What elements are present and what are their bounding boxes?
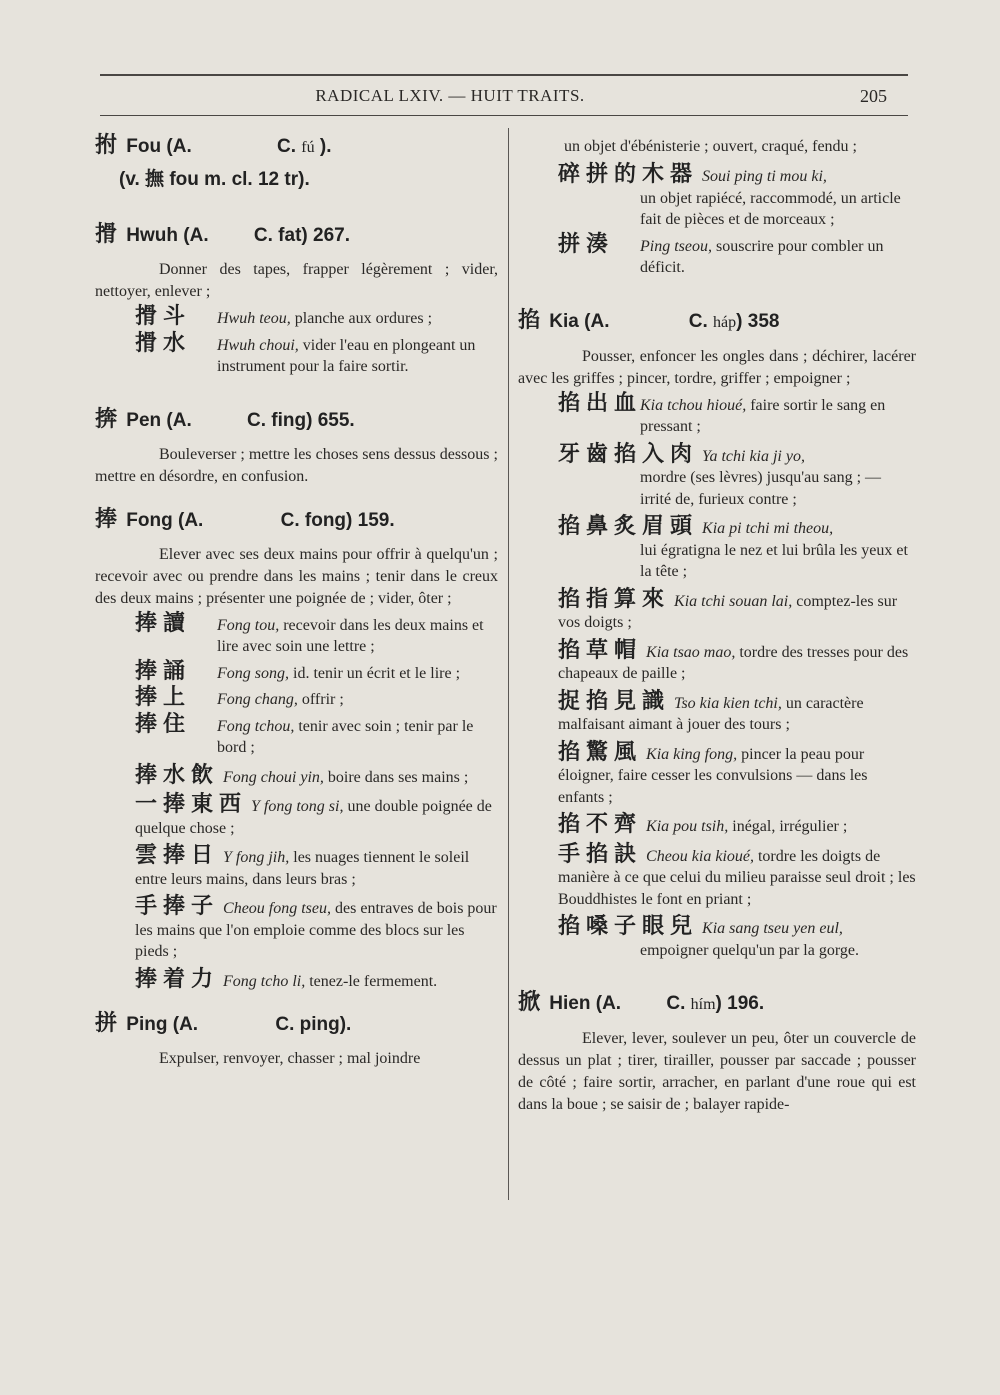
entry-fong [95, 506, 498, 993]
entry-ping-continued [518, 136, 916, 279]
example-gloss: les nuages tiennent le soleil entre leurs mains, dans leurs bras ; [135, 849, 470, 888]
example-chinese: 雲捧日 [135, 842, 220, 867]
headword-char: 捧 [95, 505, 118, 531]
example-chinese: 捧着力 [135, 965, 220, 991]
cantonese-reading: C. fong) 159. [280, 509, 395, 531]
example-chinese: 手掐訣 [558, 840, 643, 866]
page-number: 205 [860, 86, 887, 106]
headword-char: 拼 [95, 1010, 118, 1035]
headword-char: 搰 [95, 221, 118, 246]
example-romanization: Y fong jih, [223, 849, 290, 866]
example-chinese: 掐不齊 [558, 811, 643, 836]
example [95, 684, 498, 711]
headword: Kia (A. [549, 310, 610, 332]
example-romanization: Hwuh teou, [217, 310, 291, 327]
example-gloss: tordre les doigts de manière à ce que celui du milieu paraisse seul droit ; les Bouddhistes le font en priant ; [558, 847, 916, 908]
example-romanization: Kia tsao mao, [646, 643, 736, 661]
example [518, 389, 916, 438]
cantonese-label: C. [277, 136, 297, 157]
definition-continued: un objet d'ébénisterie ; ouvert, craqué, fendu ; [564, 138, 857, 155]
example [518, 585, 916, 634]
example-gloss: tenir avec soin ; tenir par le bord ; [217, 717, 474, 756]
example-chinese: 捧上 [135, 684, 192, 709]
example [95, 657, 498, 685]
definition: Expulser, renvoyer, chasser ; mal joindre [159, 1050, 421, 1067]
example-gloss: tenez-le fermement. [305, 972, 438, 990]
example-romanization: Fong choui yin, [223, 768, 324, 786]
example [518, 515, 916, 583]
example [518, 687, 916, 736]
example-romanization: Kia tchou hioué, [640, 396, 747, 414]
example-chinese: 掐指算來 [558, 585, 671, 611]
headword-char: 掐 [518, 306, 541, 332]
cantonese-sound: fú [301, 139, 315, 156]
headword: Ping (A. [126, 1014, 199, 1035]
example [95, 609, 498, 658]
example [518, 915, 916, 961]
cantonese-reading: C. fing) 655. [247, 409, 355, 431]
cantonese-sound: háp [713, 313, 737, 331]
column-divider [508, 128, 509, 1200]
example [95, 303, 498, 330]
example [95, 965, 498, 993]
example-romanization: Kia pi tchi mi theou, [702, 520, 834, 537]
example-chinese: 手捧子 [135, 893, 220, 918]
entry-heading [95, 221, 498, 249]
entry-ping [95, 1010, 498, 1070]
example-chinese: 捧誦 [135, 657, 192, 683]
example-gloss: une double poignée de quelque chose ; [135, 798, 492, 837]
example-gloss: des entraves de bois pour les mains que l'on emploie comme des blocs sur les pieds ; [135, 900, 497, 960]
headword-char: 拊 [95, 132, 118, 157]
headword: Pen (A. [126, 409, 192, 431]
example-gloss: un objet rapiécé, raccommodé, un article fait de pièces et de morceaux ; [640, 189, 901, 228]
example-gloss: lui égratigna le nez et lui brûla les yeux et la tête ; [640, 541, 908, 580]
example-gloss: offrir ; [297, 691, 344, 708]
entry-number: ). [319, 136, 332, 157]
example-chinese: 搰水 [135, 329, 192, 355]
example-chinese: 掐出血 [558, 389, 643, 415]
example [518, 840, 916, 911]
entry-hien [518, 989, 916, 1116]
definition: Donner des tapes, frapper légèrement ; vider, nettoyer, enlever ; [95, 261, 498, 300]
definition: Bouleverser ; mettre les choses sens dessus dessous ; mettre en désordre, en confusion. [95, 445, 498, 485]
example [95, 895, 498, 963]
definition: Pousser, enfoncer les ongles dans ; déchirer, lacérer avec les griffes ; pincer, tordre, griffer ; empoigner ; [518, 347, 916, 387]
example-chinese: 掐驚風 [558, 738, 643, 764]
cantonese-sound: hím [690, 996, 716, 1013]
example-chinese: 掐草帽 [558, 636, 643, 662]
example-chinese: 碎拼的木器 [558, 161, 699, 186]
example-gloss: empoigner quelqu'un par la gorge. [640, 941, 859, 959]
cantonese-reading: C. fat) 267. [253, 225, 350, 246]
example-chinese: 捉掐見識 [558, 687, 671, 713]
example-gloss: id. tenir un écrit et le lire ; [289, 664, 461, 682]
example-romanization: Fong tou, [217, 616, 280, 634]
cross-reference: (v. 撫 fou m. cl. 12 tr). [119, 169, 310, 190]
entry-pen [95, 406, 498, 488]
example-gloss: faire sortir le sang en pressant ; [640, 396, 886, 435]
headword: Fong (A. [126, 509, 204, 531]
left-column [95, 132, 498, 1070]
example-gloss: planche aux ordures ; [290, 310, 433, 327]
example-romanization: Kia sang tseu yen eul, [702, 920, 843, 937]
example [95, 793, 498, 839]
entry-heading [95, 406, 498, 434]
headword: Hwuh (A. [126, 225, 209, 246]
entry-heading [518, 307, 916, 336]
example-romanization: Cheou kia kioué, [646, 847, 754, 865]
headword: Fou (A. [126, 136, 192, 157]
header-rule-bottom [100, 115, 908, 116]
example-romanization: Tso kia kien tchi, [674, 694, 782, 712]
example-gloss: mordre (ses lèvres) jusqu'au sang ; — irrité de, furieux contre ; [640, 469, 882, 508]
example-chinese: 掐嗓子眼兒 [558, 913, 699, 938]
example-gloss: recevoir dans les deux mains et lire avec soin une lettre ; [217, 616, 484, 655]
cantonese-reading: C. ping). [275, 1014, 352, 1035]
example-romanization: Kia pou tsih, [646, 818, 729, 835]
example [518, 230, 916, 279]
example [518, 636, 916, 685]
entry-heading [95, 506, 498, 534]
example-gloss: pincer la peau pour éloigner, faire cesser les convulsions — dans les enfants ; [558, 745, 868, 806]
example [95, 329, 498, 378]
entry-fou [95, 132, 498, 193]
example-romanization: Kia king fong, [646, 745, 738, 763]
definition: Elever, lever, soulever un peu, ôter un couvercle de dessus un plat ; tirer, tirailler, pousser par saccade ; pousser de côté ; faire sortir, arracher, en parlant d'une roue qui est dans la boue ; se saisir de ; balayer rapide- [518, 1030, 916, 1113]
entry-number: ) 196. [715, 993, 765, 1014]
example-romanization: Kia tchi souan lai, [674, 592, 793, 610]
cantonese-label: C. [666, 993, 686, 1014]
example [95, 761, 498, 789]
example-romanization: Y fong tong si, [251, 798, 344, 815]
definition: Elever avec ses deux mains pour offrir à quelqu'un ; recevoir avec ou prendre dans les mains ; tenir dans le creux des deux mains ; présenter une poignée de ; vider, ôter ; [95, 545, 498, 607]
header-rule-top [100, 74, 908, 76]
example-gloss: souscrire pour combler un déficit. [640, 237, 884, 276]
example-romanization: Fong tcho li, [223, 972, 306, 990]
example [95, 844, 498, 890]
example-gloss: boire dans ses mains ; [323, 768, 469, 786]
example-romanization: Soui ping ti mou ki, [702, 168, 827, 185]
right-column [518, 132, 916, 1116]
example-romanization: Fong chang, [217, 691, 298, 708]
example-romanization: Fong song, [217, 664, 289, 682]
headword: Hien (A. [549, 993, 622, 1014]
example-chinese: 捧住 [135, 710, 192, 736]
example-gloss: vider l'eau en plongeant un instrument pour la faire sortir. [217, 336, 476, 375]
example-gloss: tordre des tresses pour des chapeaux de paille ; [558, 643, 909, 682]
example-romanization: Hwuh choui, [217, 336, 299, 354]
example [95, 710, 498, 759]
example-romanization: Cheou fong tseu, [223, 900, 332, 917]
example-chinese: 牙齒掐入肉 [558, 440, 699, 466]
example-chinese: 拼湊 [558, 230, 615, 256]
example [518, 163, 916, 231]
entry-heading [95, 132, 498, 161]
example-gloss: inégal, irrégulier ; [728, 818, 848, 835]
entry-heading [518, 989, 916, 1018]
entry-number: ) 358 [736, 310, 780, 332]
entry-kia [518, 307, 916, 962]
example-chinese: 一捧東西 [135, 791, 248, 816]
cantonese-label: C. [688, 310, 708, 332]
example-chinese: 搰斗 [135, 303, 192, 328]
example-romanization: Ping tseou, [640, 237, 712, 255]
example-chinese: 捧水飲 [135, 761, 220, 787]
example-chinese: 捧讀 [135, 609, 192, 635]
example [518, 813, 916, 838]
running-header: RADICAL LXIV. — HUIT TRAITS. [315, 86, 585, 105]
headword-char: 掀 [518, 989, 541, 1014]
example-romanization: Ya tchi kia ji yo, [702, 447, 805, 465]
example-chinese: 掐鼻炙眉頭 [558, 513, 699, 538]
entry-hwuh [95, 221, 498, 378]
headword-char: 捹 [95, 405, 118, 431]
example-romanization: Fong tchou, [217, 717, 295, 735]
entry-heading [95, 1010, 498, 1038]
example-gloss: un caractère malfaisant aimant à jouer des tours ; [558, 694, 864, 733]
example-gloss: comptez-les sur vos doigts ; [558, 592, 898, 631]
example [518, 440, 916, 511]
example [518, 738, 916, 809]
